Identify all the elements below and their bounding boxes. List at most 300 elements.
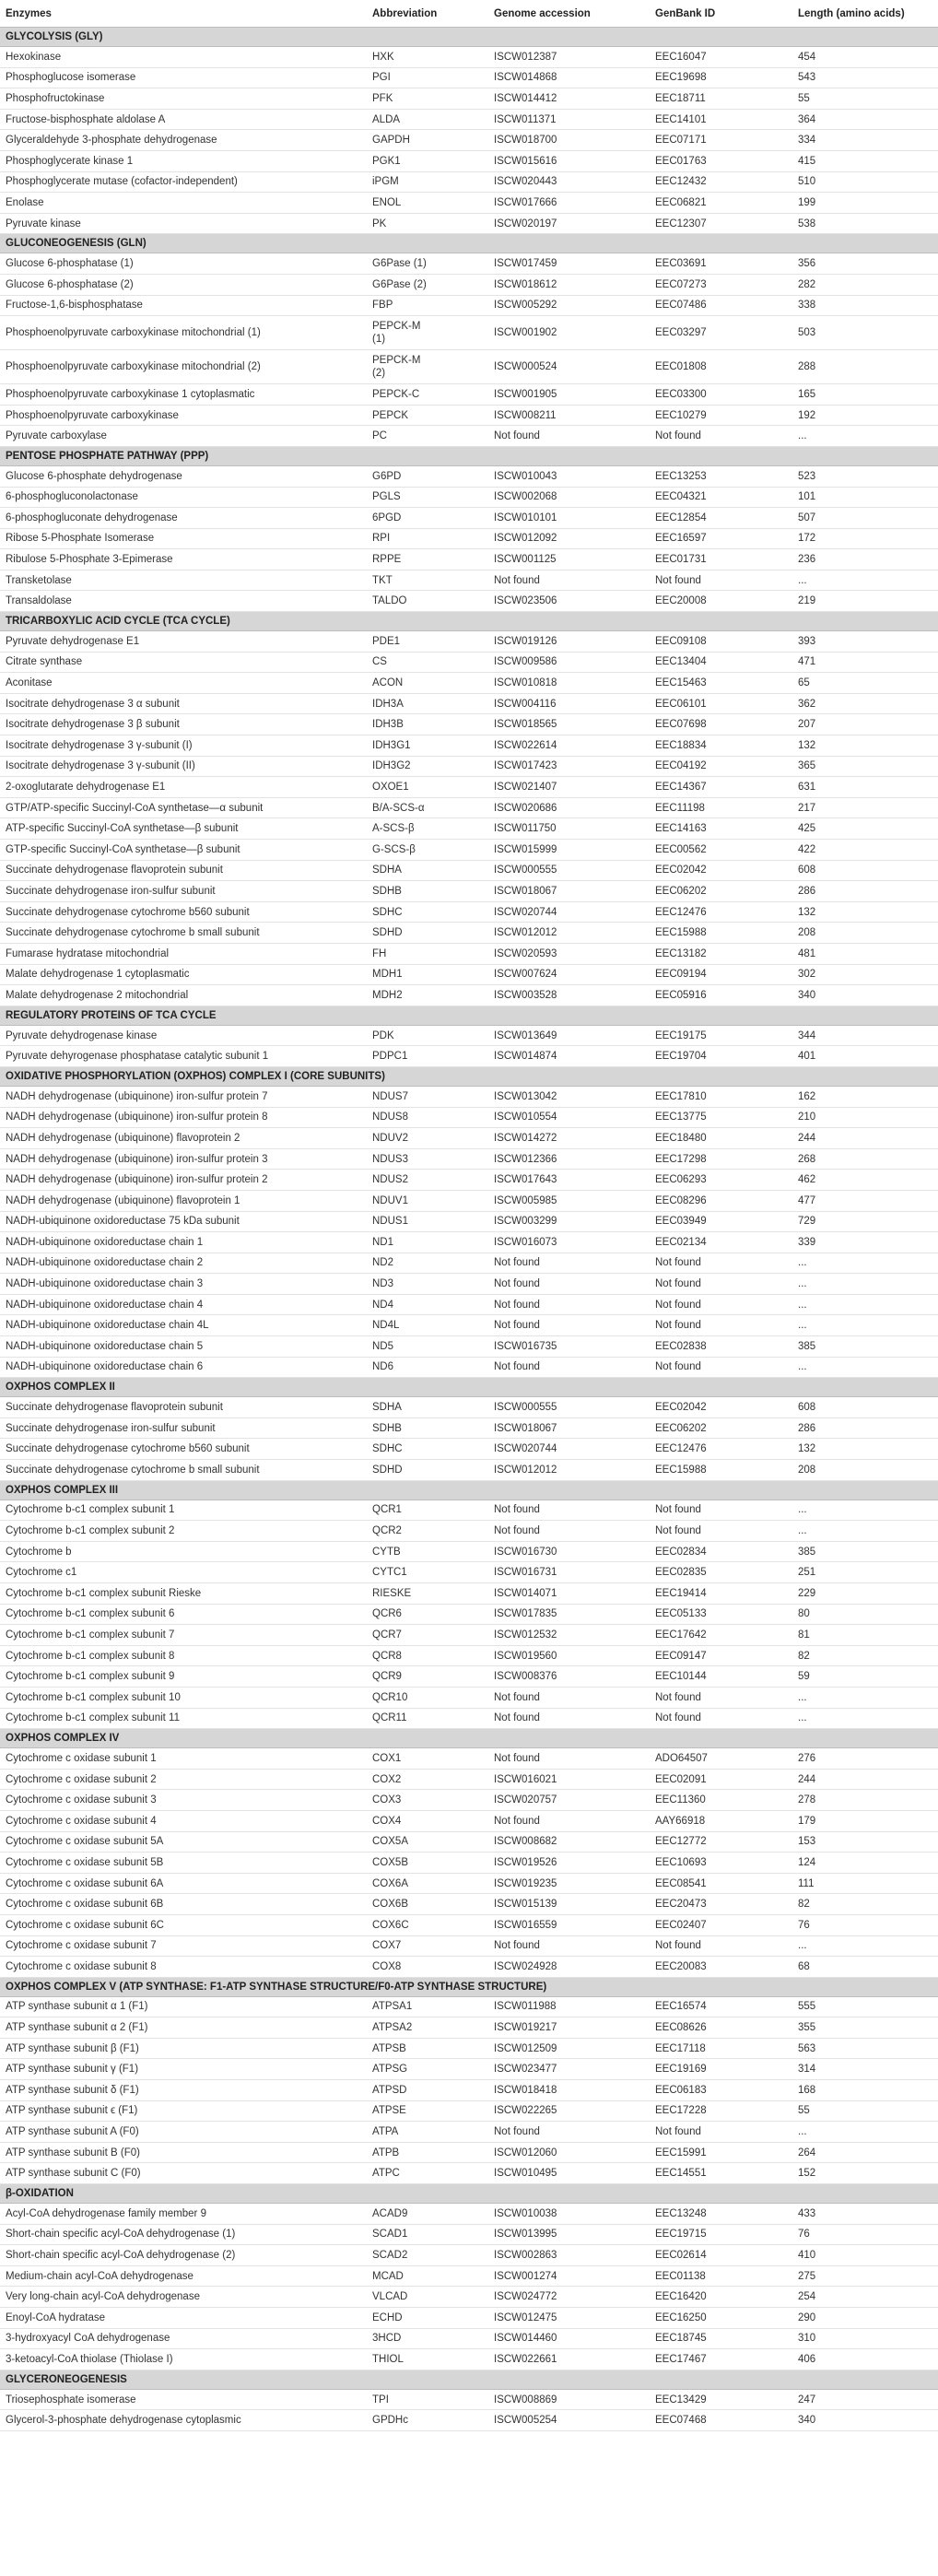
table-row: [0, 591, 938, 612]
length-cell: 282: [792, 274, 938, 295]
length-cell: 433: [792, 2204, 938, 2225]
genome-accession-cell: ISCW004116: [488, 693, 650, 714]
table-row: [0, 1583, 938, 1605]
genome-accession-cell: ISCW007624: [488, 964, 650, 985]
abbreviation-cell: PDPC1: [367, 1046, 488, 1067]
enzyme-cell: Cytochrome c oxidase subunit 6C: [0, 1914, 367, 1935]
genbank-id-cell: EEC04192: [650, 756, 792, 777]
enzyme-cell: Cytochrome c oxidase subunit 4: [0, 1810, 367, 1831]
genbank-id-cell: EEC14367: [650, 777, 792, 798]
genome-accession-cell: ISCW020197: [488, 213, 650, 234]
genbank-id-cell: EEC07698: [650, 714, 792, 735]
enzyme-cell: Phosphoglycerate mutase (cofactor-independent): [0, 171, 367, 193]
genome-accession-cell: ISCW012387: [488, 47, 650, 68]
section-header-row: [0, 28, 938, 47]
table-row: [0, 1708, 938, 1729]
table-row: [0, 1107, 938, 1128]
table-row: [0, 1687, 938, 1708]
table-row: [0, 1769, 938, 1790]
length-cell: 471: [792, 652, 938, 673]
table-row: [0, 2059, 938, 2080]
genome-accession-cell: ISCW009586: [488, 652, 650, 673]
enzyme-cell: GTP/ATP-specific Succinyl-CoA synthetase—α subunit: [0, 797, 367, 818]
length-cell: ...: [792, 1935, 938, 1957]
length-cell: 199: [792, 193, 938, 214]
genbank-id-cell: EEC17810: [650, 1086, 792, 1107]
genome-accession-cell: ISCW016073: [488, 1232, 650, 1253]
enzyme-cell: NADH-ubiquinone oxidoreductase chain 5: [0, 1336, 367, 1358]
abbreviation-cell: MDH1: [367, 964, 488, 985]
abbreviation-cell: RIESKE: [367, 1583, 488, 1605]
abbreviation-cell: ND4: [367, 1294, 488, 1315]
table-row: [0, 693, 938, 714]
abbreviation-cell: SDHB: [367, 881, 488, 902]
abbreviation-cell: PDK: [367, 1025, 488, 1046]
genome-accession-cell: ISCW019526: [488, 1853, 650, 1874]
table-row: [0, 901, 938, 923]
genome-accession-cell: ISCW012509: [488, 2038, 650, 2059]
genbank-id-cell: Not found: [650, 1687, 792, 1708]
enzyme-cell: NADH dehydrogenase (ubiquinone) iron-sulfur protein 8: [0, 1107, 367, 1128]
length-cell: 179: [792, 1810, 938, 1831]
table-row: [0, 2328, 938, 2349]
genome-accession-cell: ISCW020744: [488, 1439, 650, 1460]
abbreviation-cell: IDH3G1: [367, 735, 488, 757]
enzyme-cell: NADH dehydrogenase (ubiquinone) iron-sulfur protein 7: [0, 1086, 367, 1107]
genbank-id-cell: Not found: [650, 1315, 792, 1336]
length-cell: 729: [792, 1211, 938, 1232]
genbank-id-cell: EEC03949: [650, 1211, 792, 1232]
abbreviation-cell: RPPE: [367, 549, 488, 570]
genome-accession-cell: Not found: [488, 426, 650, 447]
length-cell: 80: [792, 1604, 938, 1625]
abbreviation-cell: B/A-SCS-α: [367, 797, 488, 818]
length-cell: 415: [792, 150, 938, 171]
section-title: OXPHOS COMPLEX II: [0, 1378, 938, 1397]
genbank-id-cell: EEC09108: [650, 631, 792, 653]
length-cell: ...: [792, 1253, 938, 1274]
table-row: [0, 714, 938, 735]
genome-accession-cell: ISCW005985: [488, 1190, 650, 1211]
genome-accession-cell: ISCW014868: [488, 67, 650, 88]
length-cell: 82: [792, 1894, 938, 1915]
enzyme-cell: Hexokinase: [0, 47, 367, 68]
table-row: [0, 47, 938, 68]
table-row: [0, 1625, 938, 1646]
genbank-id-cell: EEC13248: [650, 2204, 792, 2225]
header-length: Length (amino acids): [792, 0, 938, 28]
genome-accession-cell: ISCW013649: [488, 1025, 650, 1046]
genbank-id-cell: EEC07171: [650, 130, 792, 151]
genbank-id-cell: Not found: [650, 1274, 792, 1295]
genome-accession-cell: ISCW020443: [488, 171, 650, 193]
enzyme-cell: Succinate dehydrogenase iron-sulfur subunit: [0, 881, 367, 902]
genbank-id-cell: EEC19175: [650, 1025, 792, 1046]
abbreviation-cell: COX5B: [367, 1853, 488, 1874]
genbank-id-cell: EEC18834: [650, 735, 792, 757]
table-row: [0, 1604, 938, 1625]
section-header-row: [0, 2184, 938, 2204]
genome-accession-cell: Not found: [488, 1274, 650, 1295]
table-row: [0, 777, 938, 798]
abbreviation-cell: PGI: [367, 67, 488, 88]
table-row: [0, 1935, 938, 1957]
genbank-id-cell: EEC14101: [650, 109, 792, 130]
abbreviation-cell: PEPCK-M (1): [367, 316, 488, 350]
genbank-id-cell: EEC12476: [650, 901, 792, 923]
enzyme-cell: 3-hydroxyacyl CoA dehydrogenase: [0, 2328, 367, 2349]
enzyme-cell: Cytochrome b-c1 complex subunit 9: [0, 1666, 367, 1688]
enzyme-cell: Cytochrome c oxidase subunit 5A: [0, 1831, 367, 1853]
genbank-id-cell: EEC01138: [650, 2265, 792, 2287]
enzyme-cell: NADH-ubiquinone oxidoreductase chain 4L: [0, 1315, 367, 1336]
length-cell: 481: [792, 943, 938, 964]
genome-accession-cell: Not found: [488, 1935, 650, 1957]
length-cell: 254: [792, 2287, 938, 2308]
enzyme-cell: ATP synthase subunit α 1 (F1): [0, 1996, 367, 2017]
genbank-id-cell: EEC16597: [650, 528, 792, 549]
abbreviation-cell: QCR8: [367, 1645, 488, 1666]
abbreviation-cell: TKT: [367, 570, 488, 591]
table-row: [0, 631, 938, 653]
abbreviation-cell: NDUV2: [367, 1128, 488, 1149]
genome-accession-cell: ISCW012092: [488, 528, 650, 549]
abbreviation-cell: COX1: [367, 1748, 488, 1770]
genbank-id-cell: EEC15991: [650, 2142, 792, 2163]
genome-accession-cell: ISCW008376: [488, 1666, 650, 1688]
abbreviation-cell: COX7: [367, 1935, 488, 1957]
table-row: [0, 549, 938, 570]
length-cell: 217: [792, 797, 938, 818]
abbreviation-cell: RPI: [367, 528, 488, 549]
enzyme-cell: ATP-specific Succinyl-CoA synthetase—β subunit: [0, 818, 367, 840]
length-cell: 162: [792, 1086, 938, 1107]
section-title: GLYCOLYSIS (GLY): [0, 28, 938, 47]
genome-accession-cell: ISCW018067: [488, 881, 650, 902]
genome-accession-cell: ISCW001902: [488, 316, 650, 350]
table-row: [0, 2204, 938, 2225]
genome-accession-cell: ISCW011750: [488, 818, 650, 840]
genbank-id-cell: EEC12476: [650, 1439, 792, 1460]
genome-accession-cell: ISCW002068: [488, 487, 650, 508]
table-row: [0, 1148, 938, 1170]
enzyme-cell: Glucose 6-phosphate dehydrogenase: [0, 465, 367, 487]
abbreviation-cell: ATPSE: [367, 2100, 488, 2122]
table-body: [0, 28, 938, 2431]
length-cell: 385: [792, 1336, 938, 1358]
genbank-id-cell: Not found: [650, 2122, 792, 2143]
genome-accession-cell: Not found: [488, 1708, 650, 1729]
table-row: [0, 673, 938, 694]
genbank-id-cell: EEC16420: [650, 2287, 792, 2308]
genome-accession-cell: ISCW024772: [488, 2287, 650, 2308]
table-row: [0, 2410, 938, 2431]
abbreviation-cell: SDHD: [367, 1460, 488, 1481]
abbreviation-cell: SDHB: [367, 1417, 488, 1439]
table-row: [0, 130, 938, 151]
abbreviation-cell: ND1: [367, 1232, 488, 1253]
enzyme-cell: Enolase: [0, 193, 367, 214]
abbreviation-cell: PEPCK: [367, 405, 488, 426]
enzyme-cell: NADH dehydrogenase (ubiquinone) flavoprotein 1: [0, 1190, 367, 1211]
genbank-id-cell: EEC03300: [650, 384, 792, 406]
table-row: [0, 316, 938, 350]
table-row: [0, 1046, 938, 1067]
abbreviation-cell: COX3: [367, 1790, 488, 1811]
genbank-id-cell: EEC02834: [650, 1541, 792, 1562]
length-cell: 344: [792, 1025, 938, 1046]
genbank-id-cell: EEC13253: [650, 465, 792, 487]
table-row: [0, 1211, 938, 1232]
abbreviation-cell: PDE1: [367, 631, 488, 653]
genome-accession-cell: Not found: [488, 1253, 650, 1274]
table-row: [0, 1170, 938, 1191]
table-row: [0, 1894, 938, 1915]
table-row: [0, 171, 938, 193]
genbank-id-cell: EEC07468: [650, 2410, 792, 2431]
genbank-id-cell: EEC18480: [650, 1128, 792, 1149]
genome-accession-cell: ISCW017835: [488, 1604, 650, 1625]
enzyme-cell: Succinate dehydrogenase flavoprotein subunit: [0, 1397, 367, 1418]
length-cell: 82: [792, 1645, 938, 1666]
length-cell: 244: [792, 1128, 938, 1149]
section-header-row: [0, 1729, 938, 1748]
length-cell: 302: [792, 964, 938, 985]
table-row: [0, 2389, 938, 2410]
enzyme-cell: Cytochrome b-c1 complex subunit 10: [0, 1687, 367, 1708]
genbank-id-cell: EEC13429: [650, 2389, 792, 2410]
length-cell: 165: [792, 384, 938, 406]
genome-accession-cell: ISCW019126: [488, 631, 650, 653]
table-row: [0, 1996, 938, 2017]
length-cell: 124: [792, 1853, 938, 1874]
table-row: [0, 756, 938, 777]
enzyme-cell: Triosephosphate isomerase: [0, 2389, 367, 2410]
genbank-id-cell: EEC08541: [650, 1873, 792, 1894]
section-title: GLYCERONEOGENESIS: [0, 2370, 938, 2389]
genbank-id-cell: EEC12307: [650, 213, 792, 234]
genbank-id-cell: EEC04321: [650, 487, 792, 508]
abbreviation-cell: ATPSG: [367, 2059, 488, 2080]
genome-accession-cell: Not found: [488, 570, 650, 591]
table-row: [0, 2122, 938, 2143]
enzyme-cell: Ribulose 5-Phosphate 3-Epimerase: [0, 549, 367, 570]
abbreviation-cell: IDH3A: [367, 693, 488, 714]
genome-accession-cell: ISCW022614: [488, 735, 650, 757]
genome-accession-cell: ISCW002863: [488, 2245, 650, 2266]
genome-accession-cell: ISCW010554: [488, 1107, 650, 1128]
table-row: [0, 652, 938, 673]
section-title: OXIDATIVE PHOSPHORYLATION (OXPHOS) COMPLEX I (CORE SUBUNITS): [0, 1066, 938, 1086]
table-row: [0, 1336, 938, 1358]
enzyme-cell: Succinate dehydrogenase flavoprotein subunit: [0, 860, 367, 881]
enzyme-cell: 6-phosphogluconolactonase: [0, 487, 367, 508]
abbreviation-cell: G6Pase (2): [367, 274, 488, 295]
length-cell: 362: [792, 693, 938, 714]
genome-accession-cell: ISCW010495: [488, 2163, 650, 2184]
genbank-id-cell: EEC15988: [650, 923, 792, 944]
genome-accession-cell: ISCW018612: [488, 274, 650, 295]
table-row: [0, 1397, 938, 1418]
abbreviation-cell: PEPCK-M (2): [367, 350, 488, 384]
enzyme-cell: Isocitrate dehydrogenase 3 γ-subunit (II): [0, 756, 367, 777]
abbreviation-cell: PGK1: [367, 150, 488, 171]
table-row: [0, 253, 938, 275]
genbank-id-cell: EEC02838: [650, 1336, 792, 1358]
genbank-id-cell: Not found: [650, 1253, 792, 1274]
enzyme-cell: Phosphoenolpyruvate carboxykinase 1 cytoplasmatic: [0, 384, 367, 406]
genbank-id-cell: EEC16250: [650, 2308, 792, 2329]
table-header: [0, 0, 938, 28]
genbank-id-cell: EEC02042: [650, 1397, 792, 1418]
enzyme-cell: NADH dehydrogenase (ubiquinone) iron-sulfur protein 3: [0, 1148, 367, 1170]
enzyme-cell: Fructose-bisphosphate aldolase A: [0, 109, 367, 130]
genome-accession-cell: ISCW000555: [488, 1397, 650, 1418]
length-cell: ...: [792, 1315, 938, 1336]
enzyme-cell: Cytochrome c oxidase subunit 6B: [0, 1894, 367, 1915]
table-row: [0, 405, 938, 426]
length-cell: ...: [792, 1687, 938, 1708]
genome-accession-cell: ISCW015999: [488, 840, 650, 861]
table-row: [0, 426, 938, 447]
genbank-id-cell: EEC06101: [650, 693, 792, 714]
abbreviation-cell: SCAD2: [367, 2245, 488, 2266]
section-header-row: [0, 1006, 938, 1025]
genome-accession-cell: ISCW019560: [488, 1645, 650, 1666]
enzyme-cell: Short-chain specific acyl-CoA dehydrogenase (1): [0, 2224, 367, 2245]
table-row: [0, 2142, 938, 2163]
section-header-row: [0, 612, 938, 631]
abbreviation-cell: COX5A: [367, 1831, 488, 1853]
abbreviation-cell: ND4L: [367, 1315, 488, 1336]
genbank-id-cell: EEC14551: [650, 2163, 792, 2184]
section-header-row: [0, 1480, 938, 1500]
length-cell: 219: [792, 591, 938, 612]
genome-accession-cell: Not found: [488, 1500, 650, 1521]
table-row: [0, 67, 938, 88]
genbank-id-cell: EEC05133: [650, 1604, 792, 1625]
enzyme-cell: NADH-ubiquinone oxidoreductase chain 4: [0, 1294, 367, 1315]
length-cell: 523: [792, 465, 938, 487]
genome-accession-cell: ISCW021407: [488, 777, 650, 798]
table-row: [0, 1086, 938, 1107]
genome-accession-cell: ISCW018067: [488, 1417, 650, 1439]
genome-accession-cell: ISCW010818: [488, 673, 650, 694]
table-row: [0, 818, 938, 840]
length-cell: 608: [792, 860, 938, 881]
length-cell: 454: [792, 47, 938, 68]
genome-accession-cell: ISCW012475: [488, 2308, 650, 2329]
enzyme-cell: ATP synthase subunit C (F0): [0, 2163, 367, 2184]
genome-accession-cell: ISCW016735: [488, 1336, 650, 1358]
abbreviation-cell: ATPSD: [367, 2080, 488, 2101]
genbank-id-cell: EEC19169: [650, 2059, 792, 2080]
table-row: [0, 860, 938, 881]
length-cell: 208: [792, 1460, 938, 1481]
length-cell: 210: [792, 1107, 938, 1128]
table-row: [0, 295, 938, 316]
enzyme-cell: Phosphoglycerate kinase 1: [0, 150, 367, 171]
genbank-id-cell: EEC07273: [650, 274, 792, 295]
genome-accession-cell: ISCW008682: [488, 1831, 650, 1853]
enzyme-cell: Pyruvate carboxylase: [0, 426, 367, 447]
genome-accession-cell: ISCW008211: [488, 405, 650, 426]
table-row: [0, 2080, 938, 2101]
abbreviation-cell: NDUV1: [367, 1190, 488, 1211]
genbank-id-cell: EEC02042: [650, 860, 792, 881]
genbank-id-cell: Not found: [650, 1357, 792, 1378]
abbreviation-cell: IDH3G2: [367, 756, 488, 777]
genome-accession-cell: ISCW016730: [488, 1541, 650, 1562]
abbreviation-cell: ND5: [367, 1336, 488, 1358]
genbank-id-cell: EEC18711: [650, 88, 792, 110]
length-cell: 355: [792, 2017, 938, 2039]
table-row: [0, 1025, 938, 1046]
genome-accession-cell: ISCW014874: [488, 1046, 650, 1067]
enzyme-cell: Cytochrome b-c1 complex subunit 1: [0, 1500, 367, 1521]
enzyme-cell: NADH dehydrogenase (ubiquinone) flavoprotein 2: [0, 1128, 367, 1149]
length-cell: 276: [792, 1748, 938, 1770]
genbank-id-cell: EEC10144: [650, 1666, 792, 1688]
genome-accession-cell: ISCW010038: [488, 2204, 650, 2225]
enzyme-cell: Succinate dehydrogenase iron-sulfur subunit: [0, 1417, 367, 1439]
genome-accession-cell: ISCW024928: [488, 1957, 650, 1978]
length-cell: 268: [792, 1148, 938, 1170]
length-cell: 290: [792, 2308, 938, 2329]
abbreviation-cell: CS: [367, 652, 488, 673]
genome-accession-cell: ISCW003528: [488, 985, 650, 1006]
genome-accession-cell: ISCW023506: [488, 591, 650, 612]
length-cell: 631: [792, 777, 938, 798]
table-row: [0, 150, 938, 171]
genome-accession-cell: ISCW015139: [488, 1894, 650, 1915]
table-row: [0, 943, 938, 964]
genbank-id-cell: Not found: [650, 1708, 792, 1729]
genome-accession-cell: ISCW012060: [488, 2142, 650, 2163]
abbreviation-cell: G-SCS-β: [367, 840, 488, 861]
length-cell: 356: [792, 253, 938, 275]
genbank-id-cell: AAY66918: [650, 1810, 792, 1831]
enzyme-cell: Cytochrome b-c1 complex subunit 6: [0, 1604, 367, 1625]
abbreviation-cell: COX4: [367, 1810, 488, 1831]
genome-accession-cell: ISCW003299: [488, 1211, 650, 1232]
enzyme-cell: Cytochrome c1: [0, 1562, 367, 1583]
table-row: [0, 735, 938, 757]
table-row: [0, 2308, 938, 2329]
table-row: [0, 1357, 938, 1378]
length-cell: 68: [792, 1957, 938, 1978]
enzyme-cell: NADH-ubiquinone oxidoreductase chain 3: [0, 1274, 367, 1295]
length-cell: ...: [792, 570, 938, 591]
length-cell: ...: [792, 1357, 938, 1378]
abbreviation-cell: QCR11: [367, 1708, 488, 1729]
genome-accession-cell: ISCW012532: [488, 1625, 650, 1646]
genbank-id-cell: Not found: [650, 1500, 792, 1521]
enzyme-cell: Phosphoenolpyruvate carboxykinase: [0, 405, 367, 426]
enzyme-cell: Transaldolase: [0, 591, 367, 612]
abbreviation-cell: COX6A: [367, 1873, 488, 1894]
genome-accession-cell: ISCW014412: [488, 88, 650, 110]
table-row: [0, 985, 938, 1006]
genome-accession-cell: ISCW020686: [488, 797, 650, 818]
abbreviation-cell: PFK: [367, 88, 488, 110]
abbreviation-cell: QCR10: [367, 1687, 488, 1708]
genome-accession-cell: ISCW000524: [488, 350, 650, 384]
abbreviation-cell: ATPSA2: [367, 2017, 488, 2039]
enzyme-cell: 2-oxoglutarate dehydrogenase E1: [0, 777, 367, 798]
genome-accession-cell: ISCW005254: [488, 2410, 650, 2431]
enzyme-cell: Citrate synthase: [0, 652, 367, 673]
